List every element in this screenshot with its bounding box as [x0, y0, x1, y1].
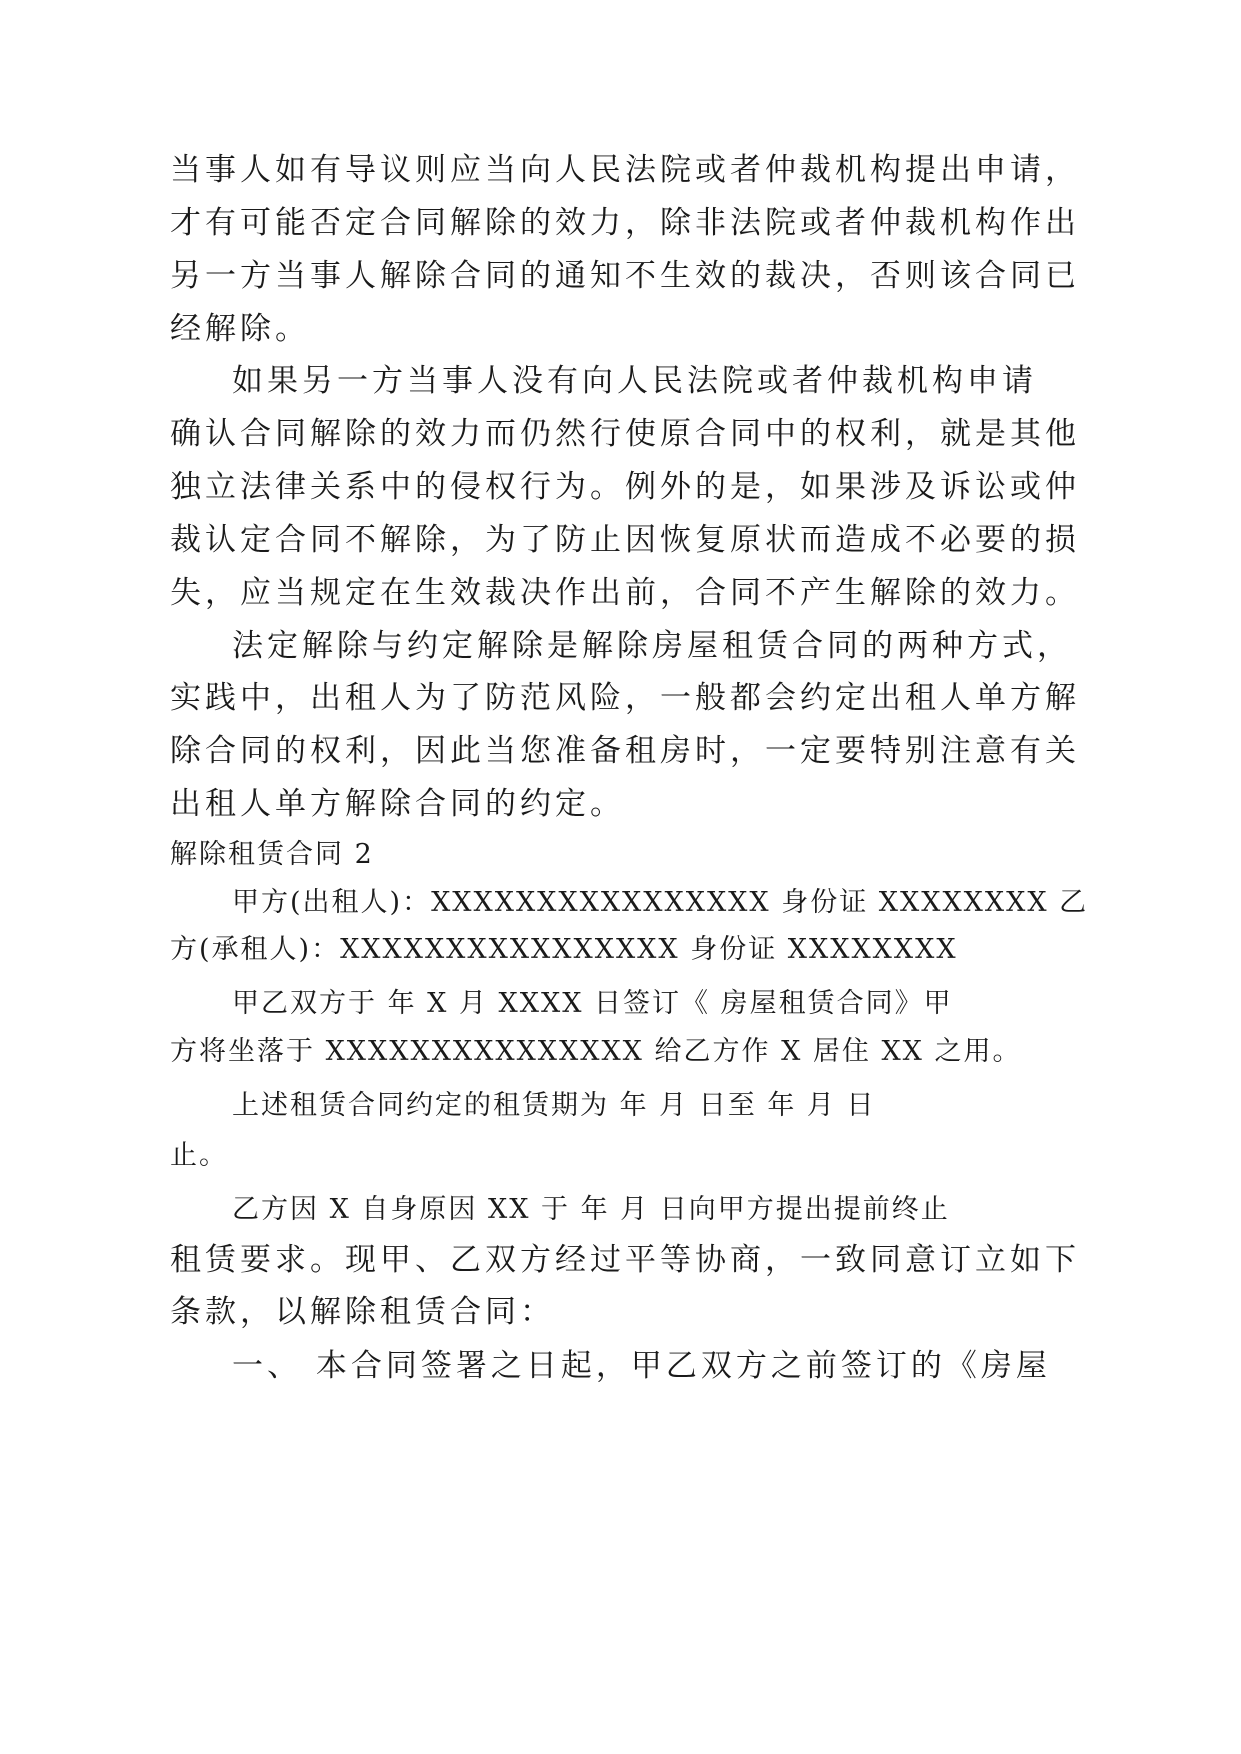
text-line: 出租人单方解除合同的约定。 [170, 786, 625, 822]
text-line: 条款，以解除租赁合同： [170, 1294, 555, 1330]
paragraph-first-line: 如果另一方当事人没有向人民法院或者仲裁机构申请 [232, 363, 1037, 399]
text-line: 止。 [170, 1140, 228, 1171]
text-line: 才有可能否定合同解除的效力，除非法院或者仲裁机构作出 [170, 205, 1080, 241]
text-line: 方(承租人)：XXXXXXXXXXXXXXXX 身份证 XXXXXXXX [170, 934, 958, 965]
text-line: 租赁要求。现甲、乙双方经过平等协商，一致同意订立如下 [170, 1242, 1080, 1278]
text-line: 另一方当事人解除合同的通知不生效的裁决，否则该合同已 [170, 258, 1080, 294]
text-line: 方将坐落于 XXXXXXXXXXXXXXX 给乙方作 X 居住 XX 之用。 [170, 1036, 1022, 1067]
paragraph-first-line: 乙方因 X 自身原因 XX 于 年 月 日向甲方提出提前终止 [232, 1194, 950, 1225]
text-line: 失，应当规定在生效裁决作出前，合同不产生解除的效力。 [170, 575, 1080, 611]
text-line: 经解除。 [170, 311, 310, 347]
paragraph-first-line: 一、 本合同签署之日起，甲乙双方之前签订的《房屋 [232, 1348, 1051, 1384]
paragraph-first-line: 法定解除与约定解除是解除房屋租赁合同的两种方式， [232, 628, 1072, 664]
text-line: 确认合同解除的效力而仍然行使原合同中的权利，就是其他 [170, 416, 1080, 452]
paragraph-first-line: 上述租赁合同约定的租赁期为 年 月 日至 年 月 日 [232, 1090, 876, 1121]
section-heading: 解除租赁合同 2 [170, 839, 374, 870]
text-line: 独立法律关系中的侵权行为。例外的是，如果涉及诉讼或仲 [170, 469, 1080, 505]
text-line: 实践中，出租人为了防范风险，一般都会约定出租人单方解 [170, 680, 1080, 716]
text-line: 当事人如有导议则应当向人民法院或者仲裁机构提出申请， [170, 152, 1080, 188]
paragraph-first-line: 甲方(出租人)：XXXXXXXXXXXXXXXX 身份证 XXXXXXXX 乙 [232, 887, 1089, 918]
text-line: 裁认定合同不解除，为了防止因恢复原状而造成不必要的损 [170, 522, 1080, 558]
text-line: 除合同的权利，因此当您准备租房时，一定要特别注意有关 [170, 733, 1080, 769]
paragraph-first-line: 甲乙双方于 年 X 月 XXXX 日签订《 房屋租赁合同》甲 [232, 988, 953, 1019]
